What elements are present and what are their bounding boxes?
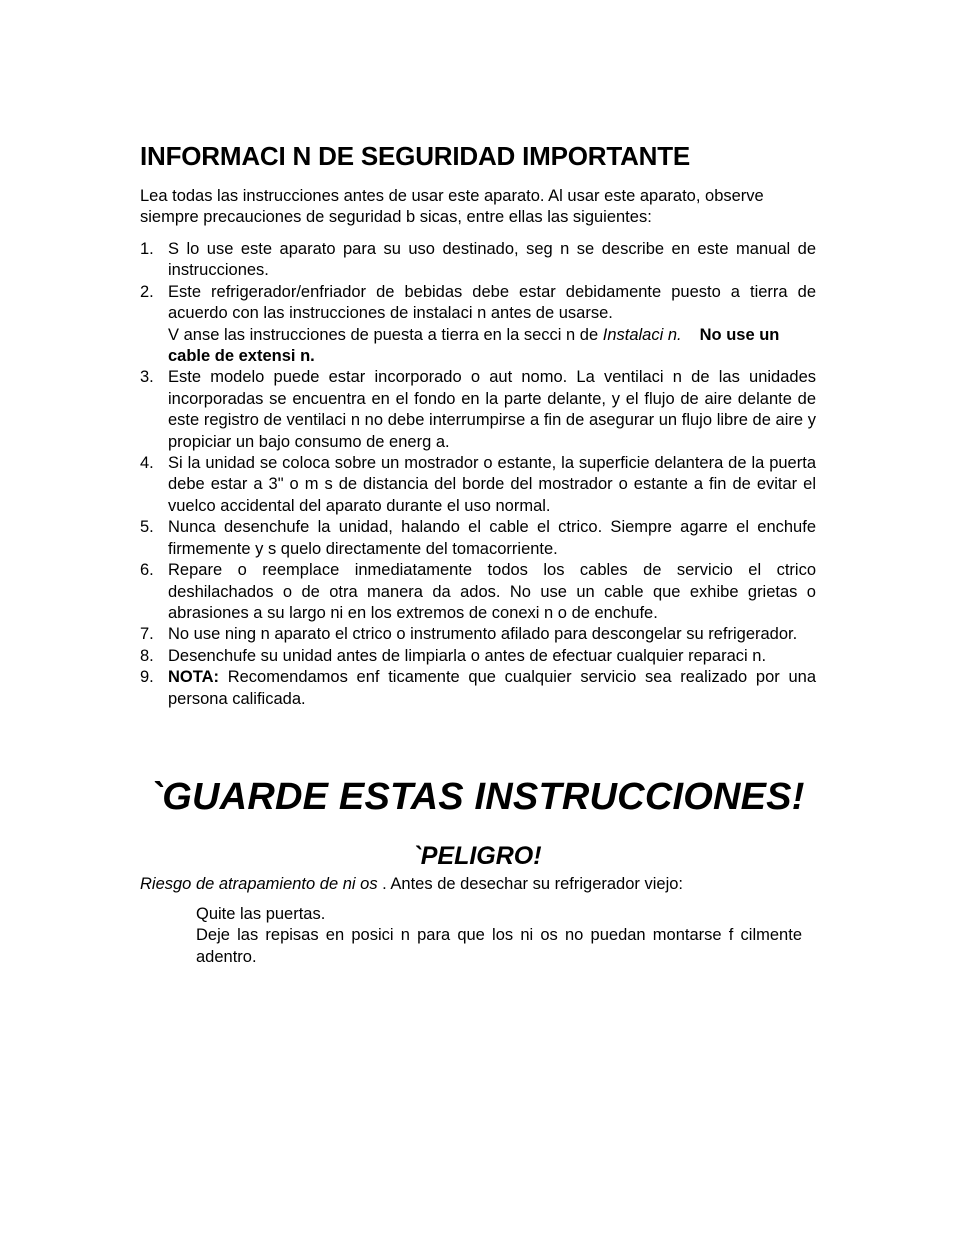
list-text: Este refrigerador/enfriador de bebidas debe estar debidamente puesto a tierra de acuerdo con las instrucciones de instalaci n antes de usarse. [168,282,816,323]
list-number: 2. [140,282,154,301]
list-text: Desenchufe su unidad antes de limpiarla o antes de efectuar cualquier reparaci n. [168,646,767,665]
list-text: Nunca desenchufe la unidad, halando el cable el ctrico. Siempre agarre el enchufe firmemente y s quelo directamente del tomacorriente. [168,518,816,558]
danger-lead-text: . Antes de desechar su refrigerador viejo: [377,875,683,893]
list-number: 7. [140,625,154,644]
list-item [140,517,816,560]
save-instructions-heading: `GUARDE ESTAS INSTRUCCIONES! [149,776,805,818]
list-number: 1. [140,240,154,258]
page-title: INFORMACI N DE SEGURIDAD IMPORTANTE [140,141,691,171]
list-text: Repare o reemplace inmediatamente todos los cables de servicio el ctrico deshilachados o de otra manera da ados. No use un cable que exhibe grietas o abrasiones a su largo ni en los extremos de conexi n o de enchufe. [168,561,816,622]
list-item [140,239,816,282]
list-text: Si la unidad se coloca sobre un mostrador o estante, la superficie delantera de la puerta debe estar a 3" o m s de distancia del borde del mostrador o estante a fin de evitar el vuelco accidental del aparato durante el uso normal. [168,454,816,515]
list-number: 6. [140,561,154,580]
danger-lead-italic: Riesgo de atrapamiento de ni os [140,875,378,893]
subtext-bold: No use un cable de extensi n. [168,325,780,366]
list-text: Este modelo puede estar incorporado o aut nomo. La ventilaci n de las unidades incorporadas se encuentra en el fondo en la parte delante, y el flujo de aire delante de este registro de ventilaci n no debe interrumpirse a fin de asegurar un flujo libre de aire y propiciar un bajo consumo de energ a. [168,368,816,451]
list-item [140,367,816,453]
note-label: NOTA: [168,668,220,687]
list-item [140,560,816,624]
danger-steps [196,904,802,968]
note-text: Recomendamos enf ticamente que cualquier servicio sea realizado por una persona calificada. [168,668,816,708]
list-number: 9. [140,668,154,687]
list-subtext [168,325,816,368]
safety-list [140,239,816,710]
list-item [140,624,816,645]
list-number: 8. [140,646,154,665]
danger-step: Quite las puertas. [196,905,326,923]
list-item [140,667,816,710]
list-number: 4. [140,454,154,473]
subtext-italic: Instalaci n. [602,325,682,344]
intro-paragraph: Lea todas las instrucciones antes de usar este aparato. Al usar este aparato, observe siempre precauciones de seguridad b sicas, entre ellas las siguientes: [140,187,764,227]
list-item [140,282,816,368]
list-text: S lo use este aparato para su uso destinado, seg n se describe en este manual de instrucciones. [168,240,816,280]
list-item [140,646,816,667]
danger-lead [140,874,683,895]
danger-step: Deje las repisas en posici n para que los ni os no puedan montarse f cilmente adentro. [196,926,802,966]
list-number: 5. [140,518,154,537]
list-text [168,667,816,710]
subtext-plain: V anse las instrucciones de puesta a tierra en la secci n de [168,325,603,344]
list-text: No use ning n aparato el ctrico o instrumento afilado para descongelar su refrigerador. [168,625,798,644]
list-item [140,453,816,517]
list-number: 3. [140,368,154,387]
danger-heading: `PELIGRO! [412,842,542,870]
